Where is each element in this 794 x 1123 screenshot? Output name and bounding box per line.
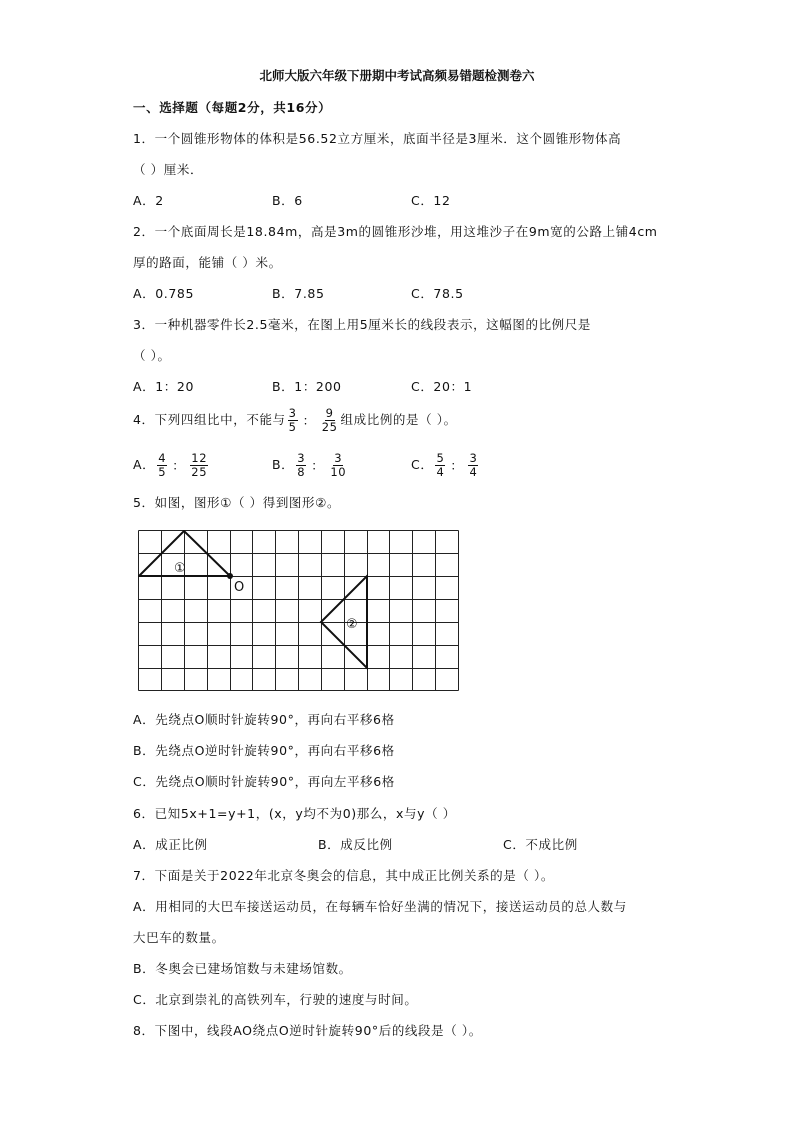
q4-option-c[interactable]	[411, 450, 480, 481]
q7-option-b[interactable]: B．冬奥会已建场馆数与未建场馆数。	[133, 961, 352, 976]
q4-option-b-label: B．	[272, 457, 295, 472]
q5-option-c[interactable]: C．先绕点O顺时针旋转90°，再向左平移6格	[133, 774, 395, 789]
q4-stem	[133, 405, 457, 436]
q4-c-d1: 4	[436, 465, 445, 479]
q4-b-n1: 3	[297, 451, 306, 465]
q3-text-line1: 3．一种机器零件长2.5毫米，在图上用5厘米长的线段表示，这幅图的比例尺是	[133, 317, 591, 332]
q4-c-d2: 4	[469, 465, 478, 479]
q5-text: 5．如图，图形①（ ）得到图形②。	[133, 495, 341, 510]
q4-b-d1: 8	[297, 465, 306, 479]
page-title: 北师大版六年级下册期中考试高频易错题检测卷六	[259, 68, 535, 83]
point-o-label: O	[234, 580, 245, 595]
q5-grid-figure	[138, 530, 460, 692]
q6-option-b[interactable]: B．成反比例	[318, 837, 393, 852]
q4-c-n2: 3	[469, 451, 478, 465]
q2-text-line2: 厚的路面，能铺（ ）米。	[133, 255, 282, 270]
q4-frac2-den: 25	[321, 420, 338, 434]
q4-fraction-2	[321, 407, 339, 434]
shape-1-label: ①	[174, 561, 186, 576]
q1-option-b[interactable]: B．6	[272, 193, 303, 208]
q7-option-c[interactable]: C．北京到崇礼的高铁列车，行驶的速度与时间。	[133, 992, 418, 1007]
q3-option-b[interactable]: B．1：200	[272, 379, 342, 394]
q3-option-a[interactable]: A．1：20	[133, 379, 195, 394]
q4-b-d2: 10	[330, 465, 347, 479]
q5-option-b[interactable]: B．先绕点O逆时针旋转90°，再向右平移6格	[133, 743, 395, 758]
q8-text: 8．下图中，线段AO绕点O逆时针旋转90°后的线段是（ ）。	[133, 1023, 482, 1038]
q5-option-a[interactable]: A．先绕点O顺时针旋转90°，再向右平移6格	[133, 712, 395, 727]
shape-2-label: ②	[346, 617, 358, 632]
section-heading: 一、选择题（每题2分，共16分）	[133, 100, 332, 115]
q4-a-colon: ：	[172, 457, 186, 473]
q4-option-a[interactable]	[133, 450, 210, 481]
q2-option-a[interactable]: A．0.785	[133, 286, 195, 301]
q4-option-c-label: C．	[411, 457, 434, 472]
q6-option-c[interactable]: C．不成比例	[503, 837, 578, 852]
q4-prefix: 4．下列四组比中，不能与	[133, 412, 286, 427]
q3-option-c[interactable]: C．20：1	[411, 379, 473, 394]
q1-text-line2: （ ）厘米．	[133, 162, 204, 177]
q1-option-a[interactable]: A．2	[133, 193, 164, 208]
q4-a-n1: 4	[158, 451, 167, 465]
q4-option-a-label: A．	[133, 457, 156, 472]
q4-a-frac2	[190, 452, 208, 479]
q4-frac1-den: 5	[288, 420, 297, 434]
q4-c-frac2	[468, 452, 478, 479]
q4-c-colon: ：	[450, 457, 464, 473]
q4-a-frac1	[157, 452, 167, 479]
q7-option-a-line1[interactable]: A．用相同的大巴车接送运动员，在每辆车恰好坐满的情况下，接送运动员的总人数与	[133, 899, 627, 914]
q2-text-line1: 2．一个底面周长是18.84m，高是3m的圆锥形沙堆，用这堆沙子在9m宽的公路上铺4cm	[133, 224, 658, 239]
q4-c-n1: 5	[436, 451, 445, 465]
q4-a-d2: 25	[191, 465, 208, 479]
q1-text-line1: 1．一个圆锥形物体的体积是56.52立方厘米，底面半径是3厘米．这个圆锥形物体高	[133, 131, 622, 146]
q2-option-c[interactable]: C．78.5	[411, 286, 464, 301]
q1-option-c[interactable]: C．12	[411, 193, 451, 208]
q4-c-frac1	[435, 452, 445, 479]
q4-fraction-1	[288, 407, 298, 434]
q3-text-line2: （ ）。	[133, 348, 171, 363]
q4-option-b[interactable]	[272, 450, 349, 481]
q4-a-d1: 5	[158, 465, 167, 479]
q2-option-b[interactable]: B．7.85	[272, 286, 325, 301]
rotation-point-o	[227, 573, 233, 579]
q4-b-n2: 3	[334, 451, 343, 465]
q4-b-frac2	[329, 452, 347, 479]
q4-b-colon: ：	[311, 457, 325, 473]
q4-frac2-num: 9	[325, 406, 334, 420]
q4-a-n2: 12	[191, 451, 208, 465]
q6-option-a[interactable]: A．成正比例	[133, 837, 208, 852]
q4-colon: ：	[302, 412, 316, 428]
q6-text: 6．已知5x+1=y+1，(x，y均不为0)那么，x与y（ ）	[133, 806, 456, 821]
q4-suffix: 组成比例的是（ ）。	[340, 412, 457, 427]
grid-lines	[139, 531, 459, 691]
q7-text: 7．下面是关于2022年北京冬奥会的信息，其中成正比例关系的是（ ）。	[133, 868, 554, 883]
q4-b-frac1	[296, 452, 306, 479]
q7-option-a-line2[interactable]: 大巴车的数量。	[133, 930, 225, 945]
q4-frac1-num: 3	[288, 406, 297, 420]
